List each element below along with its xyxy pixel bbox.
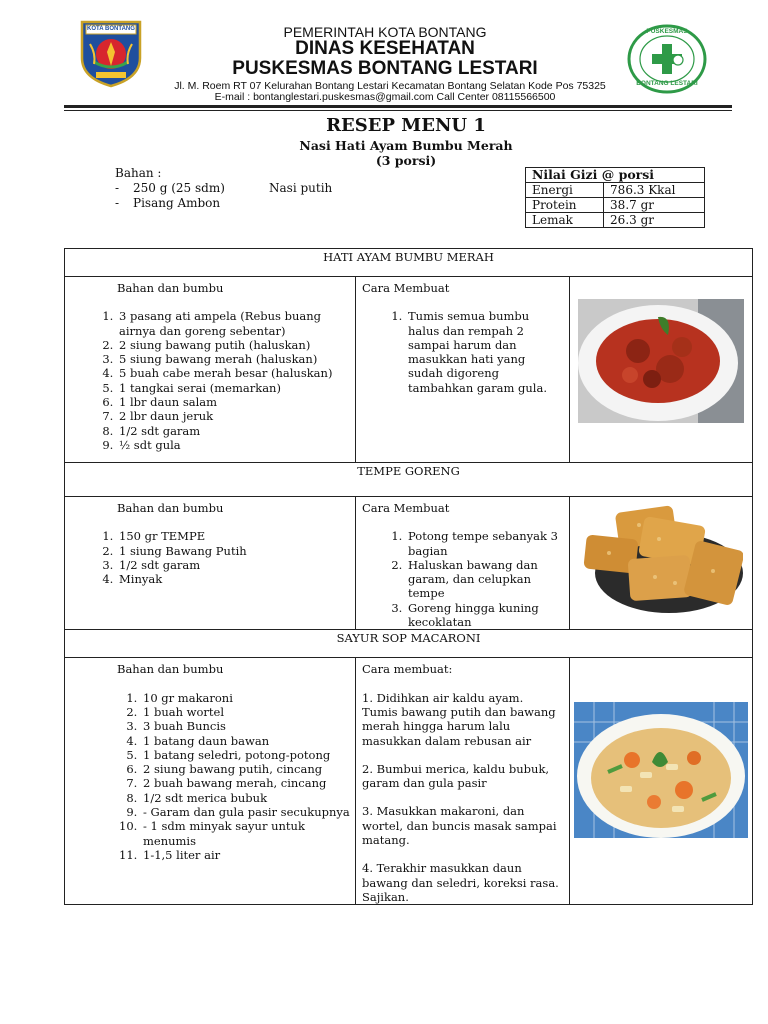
method-paragraph: 3. Masukkan makaroni, dan wortel, dan buncis masak sampai matang. <box>362 804 557 848</box>
list-item: 1. Potong tempe sebanyak 3 bagian <box>406 529 561 558</box>
list-item: 4. 1 batang daun bawan <box>141 734 355 748</box>
list-item: 1. Tumis semua bumbu halus dan rempah 2 sampai harum dan masukkan hati yang sudah digoreng tambahkan garam gula. <box>406 309 561 395</box>
list-item: 9. - Garam dan gula pasir secukupnya <box>141 805 355 819</box>
list-item: 6. 1 lbr daun salam <box>117 395 355 409</box>
list-item: 1. 150 gr TEMPE <box>117 529 355 543</box>
list-item: 2. Haluskan bawang dan garam, dan celupkan tempe <box>406 558 561 601</box>
list-item: 3. 3 buah Buncis <box>141 719 355 733</box>
list-item: 4. Minyak <box>117 572 355 586</box>
tempe-goreng-photo <box>579 505 743 613</box>
logo-left-label: KOTA BONTANG <box>87 26 135 32</box>
list-item: 6. 2 siung bawang putih, cincang <box>141 762 355 776</box>
ingredients-label: Bahan dan bumbu <box>117 662 224 677</box>
photo-cell <box>570 497 753 630</box>
hati-ayam-photo <box>578 299 744 423</box>
list-item: 2. 1 siung Bawang Putih <box>117 544 355 558</box>
list-item: 2. 2 siung bawang putih (haluskan) <box>117 338 355 352</box>
header-address: Jl. M. Roem RT 07 Kelurahan Bontang Lestari Kecamatan Bontang Selatan Kode Pos 75325 <box>174 80 606 92</box>
photo-cell <box>570 277 753 463</box>
ingredients-cell <box>65 277 356 463</box>
nutrition-header: Nilai Gizi @ porsi <box>526 168 705 183</box>
nutrition-row: Energi 786.3 Kkal <box>526 183 705 198</box>
list-item: 7. 2 lbr daun jeruk <box>117 409 355 423</box>
header-department: DINAS KESEHATAN <box>295 38 475 59</box>
method-paragraph: 1. Didihkan air kaldu ayam. Tumis bawang putih dan bawang merah hingga harum lalu masukkan dalam rebusan air <box>362 690 556 748</box>
list-item: 11. 1-1,5 liter air <box>141 848 355 862</box>
step-list <box>362 529 561 629</box>
list-item: 9. ½ sdt gula <box>117 438 355 452</box>
method-cell <box>356 277 570 463</box>
section-title: SAYUR SOP MACARONI <box>65 630 753 658</box>
list-item: 2. 1 buah wortel <box>141 705 355 719</box>
page-title: RESEP MENU 1 <box>326 115 486 136</box>
ingredient-list <box>65 529 355 586</box>
method-label: Cara Membuat <box>362 281 450 295</box>
list-item: 4. 5 buah cabe merah besar (haluskan) <box>117 366 355 380</box>
header-institution: PUSKESMAS BONTANG LESTARI <box>232 58 538 79</box>
section-title: HATI AYAM BUMBU MERAH <box>65 249 753 277</box>
ingredients-label: Bahan dan bumbu <box>117 281 224 295</box>
ingredient-list <box>65 691 355 863</box>
list-item: 3. Goreng hingga kuning kecoklatan <box>406 601 561 630</box>
list-item: 3. 1/2 sdt garam <box>117 558 355 572</box>
header-rule-thin <box>64 110 732 111</box>
list-item: 7. 2 buah bawang merah, cincang <box>141 776 355 790</box>
method-cell <box>356 658 570 905</box>
section-title: TEMPE GORENG <box>65 463 753 497</box>
method-paragraph: 2. Bumbui merica, kaldu bubuk, garam dan gula pasir <box>362 761 550 791</box>
list-item: 5. 1 tangkai serai (memarkan) <box>117 381 355 395</box>
portion-count: (3 porsi) <box>375 153 437 168</box>
ingredient-list <box>65 309 355 452</box>
nutrition-row: Lemak 26.3 gr <box>526 213 705 228</box>
sayur-sop-photo <box>574 702 748 838</box>
header-government: PEMERINTAH KOTA BONTANG <box>283 24 487 40</box>
recipe-table <box>64 248 753 905</box>
bahan-item: - Pisang Ambon <box>115 196 221 210</box>
list-item: 8. 1/2 sdt garam <box>117 424 355 438</box>
list-item: 1. 10 gr makaroni <box>141 691 355 705</box>
logo-right-label-top: PUSKESMAS <box>646 28 688 35</box>
ingredients-cell <box>65 497 356 630</box>
photo-cell <box>570 658 753 905</box>
list-item: 3. 5 siung bawang merah (haluskan) <box>117 352 355 366</box>
list-item: 8. 1/2 sdt merica bubuk <box>141 791 355 805</box>
bahan-label: Bahan : <box>115 166 162 180</box>
header-contact: E-mail : bontanglestari.puskesmas@gmail.com Call Center 08115566500 <box>214 91 556 103</box>
menu-name: Nasi Hati Ayam Bumbu Merah <box>299 138 513 153</box>
header-rule-thick <box>64 105 732 108</box>
logo-right-label-bottom: BONTANG LESTARI <box>636 80 698 87</box>
list-item: 10. - 1 sdm minyak sayur untuk menumis <box>141 819 355 848</box>
list-item: 1. 3 pasang ati ampela (Rebus buang airnya dan goreng sebentar) <box>117 309 355 338</box>
bahan-item: - 250 g (25 sdm) Nasi putih <box>115 181 333 195</box>
method-label: Cara membuat: <box>362 662 453 677</box>
method-label: Cara Membuat <box>362 501 450 515</box>
method-paragraph: 4. Terakhir masukkan daun bawang dan seledri, koreksi rasa. Sajikan. <box>362 861 559 904</box>
list-item: 5. 1 batang seledri, potong-potong <box>141 748 355 762</box>
bahan-block <box>115 166 333 211</box>
step-list <box>362 309 561 395</box>
ingredients-cell <box>65 658 356 905</box>
nutrition-table <box>525 167 705 228</box>
ingredients-label: Bahan dan bumbu <box>117 501 224 515</box>
nutrition-row: Protein 38.7 gr <box>526 198 705 213</box>
method-cell <box>356 497 570 630</box>
